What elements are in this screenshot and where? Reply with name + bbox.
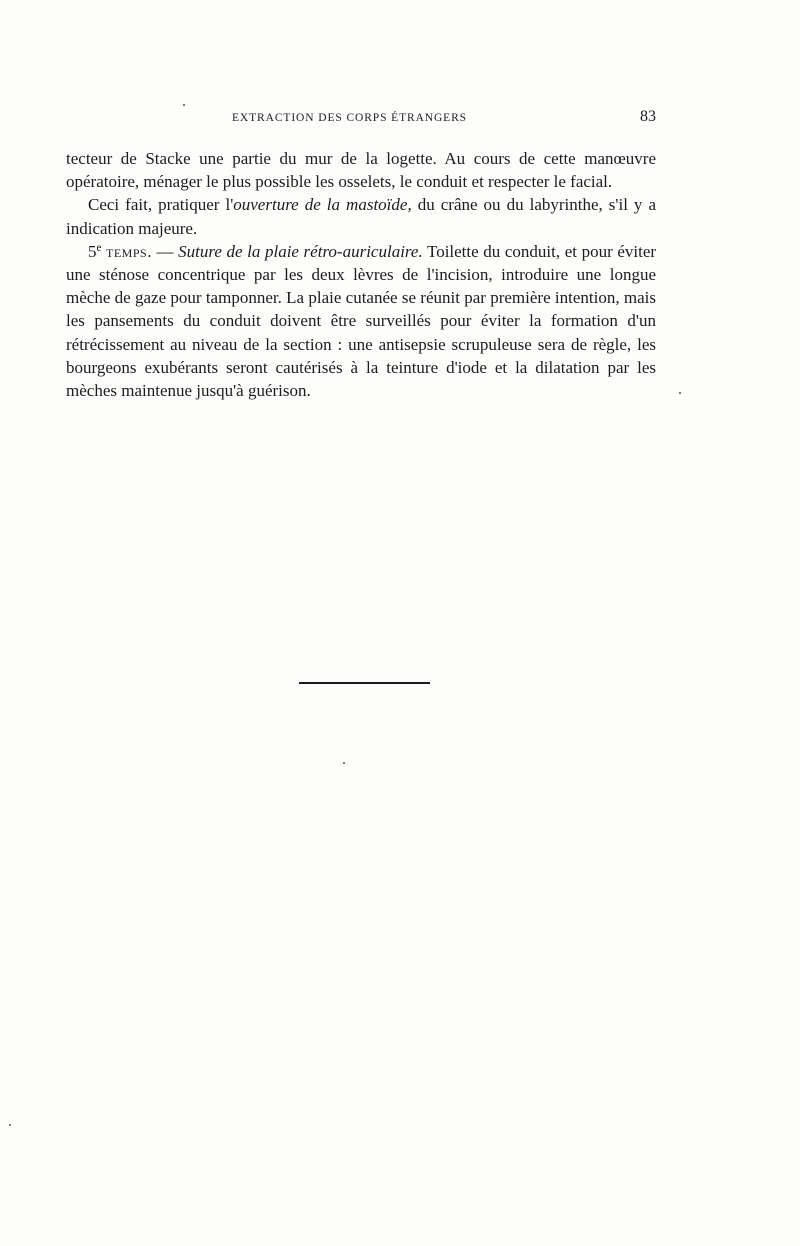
running-header: [66, 110, 656, 130]
paragraph-3: [66, 240, 656, 402]
scan-speck: [679, 392, 681, 394]
step-title: Suture de la plaie rétro-auriculaire.: [178, 241, 423, 261]
step-label: temps.: [106, 241, 152, 261]
page-number: 83: [640, 108, 656, 125]
scan-speck: [183, 104, 185, 106]
running-title: EXTRACTION DES CORPS ÉTRANGERS: [232, 112, 467, 124]
paragraph-2-rest: du crâne ou du labyrinthe, s'il y a indication majeure.: [66, 195, 657, 238]
end-rule: [299, 682, 430, 684]
paragraph-1: tecteur de Stacke une partie du mur de la logette. Au cours de cette manœuvre opératoire, ménager le plus possible les osselets, le conduit et respecter le facial.: [66, 149, 656, 192]
paragraph-2-emphasis: ouverture de la mastoïde,: [233, 195, 412, 215]
step-ordinal: e: [96, 241, 102, 254]
body-text: [66, 147, 656, 402]
paragraph-2: [66, 193, 656, 239]
step-dash: —: [151, 241, 179, 261]
step-number: 5: [88, 241, 97, 261]
paragraph-3-rest: Toilette du conduit, et pour éviter une sténose concentrique par les deux lèvres de l'incision, introduire une longue mèche de gaze pour tamponner. La plaie cutanée se réunit par première intention, mais les pansements du conduit doivent être surveillés pour éviter la formation d'un rétrécissement au niveau de la section : une antisepsie scrupuleuse sera de règle, les bourgeons exubérants seront cautérisés à la teinture d'iode et la dilatation par les mèches maintenue jusqu'à guérison.: [66, 241, 657, 401]
scan-speck: [9, 1124, 11, 1126]
paragraph-2-lead: Ceci fait, pratiquer l': [88, 195, 234, 215]
scan-speck: [343, 762, 345, 764]
